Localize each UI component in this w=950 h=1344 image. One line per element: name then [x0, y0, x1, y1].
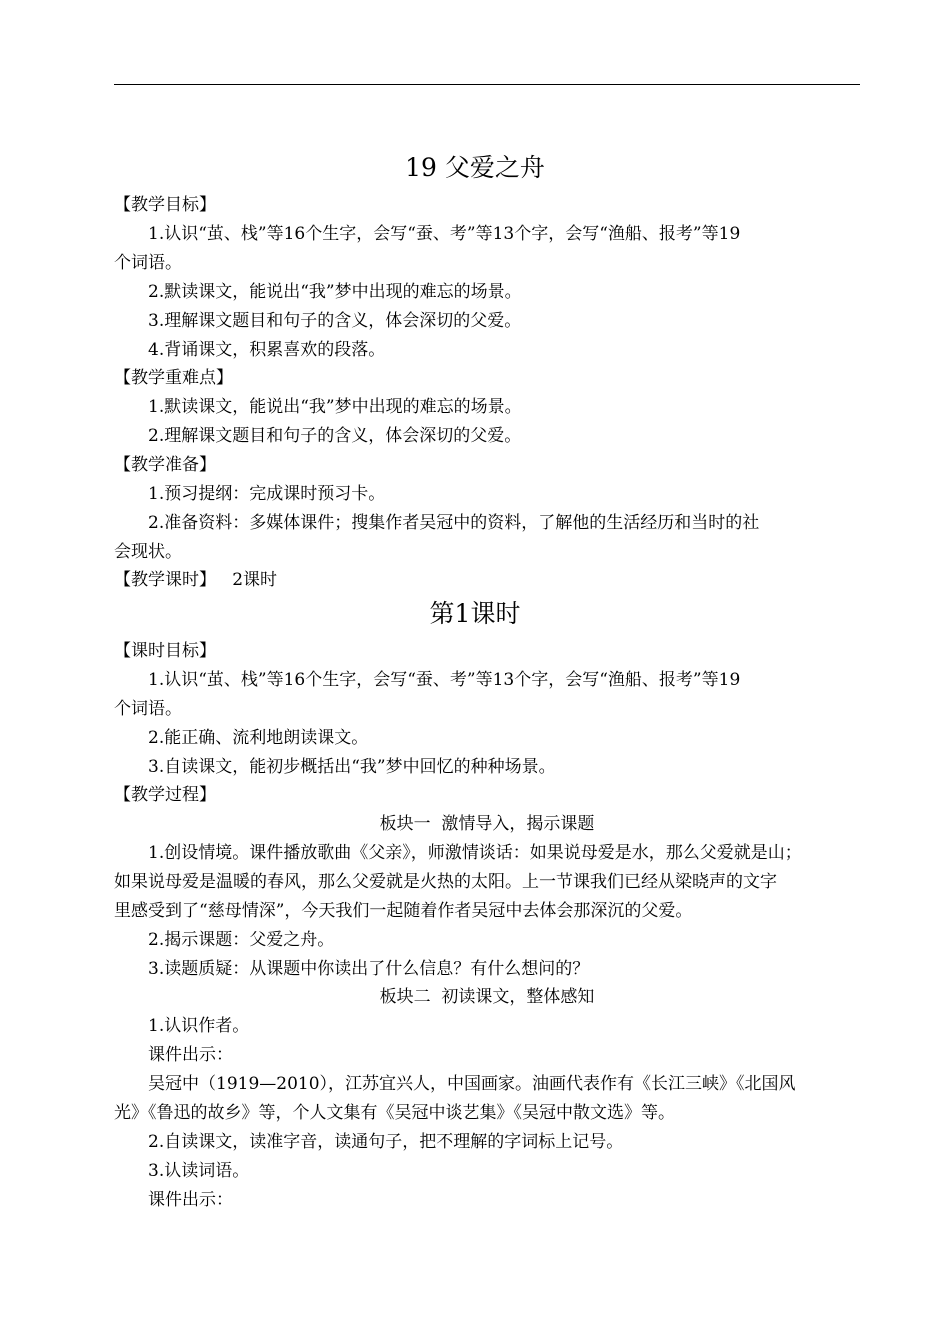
prep-line: 1.预习提纲：完成课时预习卡。 — [148, 484, 386, 504]
lesson1-goal-line: 1.认识“茧、栈”等16个生字，会写“蚕、考”等13个字，会写“渔船、报考”等19 — [148, 670, 741, 690]
hours-line: 【教学课时】 2课时 — [114, 570, 278, 590]
lesson1-goal-line: 2.能正确、流利地朗读课文。 — [148, 728, 369, 748]
goal-line: 3.理解课文题目和句子的含义，体会深切的父爱。 — [148, 311, 522, 331]
block1-line: 2.揭示课题：父爱之舟。 — [148, 930, 335, 950]
key-line: 1.默读课文，能说出“我”梦中出现的难忘的场景。 — [148, 397, 522, 417]
lesson-title: 19 父爱之舟 — [405, 153, 545, 182]
block2-line: 课件出示： — [148, 1190, 233, 1210]
goal-line: 个词语。 — [114, 253, 182, 273]
block1-title: 板块一 激情导入，揭示课题 — [379, 814, 595, 834]
block2-line: 3.认读词语。 — [148, 1161, 250, 1181]
block2-line: 吴冠中（1919—2010），江苏宜兴人，中国画家。油画代表作有《长江三峡》《北国风 — [148, 1074, 796, 1094]
prep-line: 2.准备资料：多媒体课件；搜集作者吴冠中的资料，了解他的生活经历和当时的社 — [148, 513, 760, 533]
prep-line: 会现状。 — [114, 542, 182, 562]
process-heading: 【教学过程】 — [114, 785, 216, 805]
block1-line: 1.创设情境。课件播放歌曲《父亲》，师激情谈话：如果说母爱是水，那么父爱就是山； — [148, 843, 802, 863]
goal-line: 4.背诵课文，积累喜欢的段落。 — [148, 340, 386, 360]
block1-line: 如果说母爱是温暖的春风，那么父爱就是火热的太阳。上一节课我们已经从梁晓声的文字 — [114, 872, 777, 892]
lesson1-title: 第1课时 — [429, 599, 521, 628]
header-rule — [114, 84, 860, 85]
block1-line: 3.读题质疑：从课题中你读出了什么信息？有什么想问的？ — [148, 959, 590, 979]
key-line: 2.理解课文题目和句子的含义，体会深切的父爱。 — [148, 426, 522, 446]
block2-title: 板块二 初读课文，整体感知 — [379, 987, 595, 1007]
lesson1-goals-heading: 【课时目标】 — [114, 641, 216, 661]
lesson1-goal-line: 3.自读课文，能初步概括出“我”梦中回忆的种种场景。 — [148, 757, 556, 777]
goal-line: 1.认识“茧、栈”等16个生字，会写“蚕、考”等13个字，会写“渔船、报考”等19 — [148, 224, 741, 244]
block1-line: 里感受到了“慈母情深”，今天我们一起随着作者吴冠中去体会那深沉的父爱。 — [114, 901, 693, 921]
block2-line: 1.认识作者。 — [148, 1016, 250, 1036]
lesson1-goal-line: 个词语。 — [114, 699, 182, 719]
block2-line: 光》《鲁迅的故乡》等，个人文集有《吴冠中谈艺集》《吴冠中散文选》等。 — [114, 1103, 675, 1123]
goals-heading: 【教学目标】 — [114, 195, 216, 215]
block2-line: 2.自读课文，读准字音，读通句子，把不理解的字词标上记号。 — [148, 1132, 624, 1152]
prep-heading: 【教学准备】 — [114, 455, 216, 475]
block2-line: 课件出示： — [148, 1045, 233, 1065]
key-heading: 【教学重难点】 — [114, 368, 233, 388]
goal-line: 2.默读课文，能说出“我”梦中出现的难忘的场景。 — [148, 282, 522, 302]
